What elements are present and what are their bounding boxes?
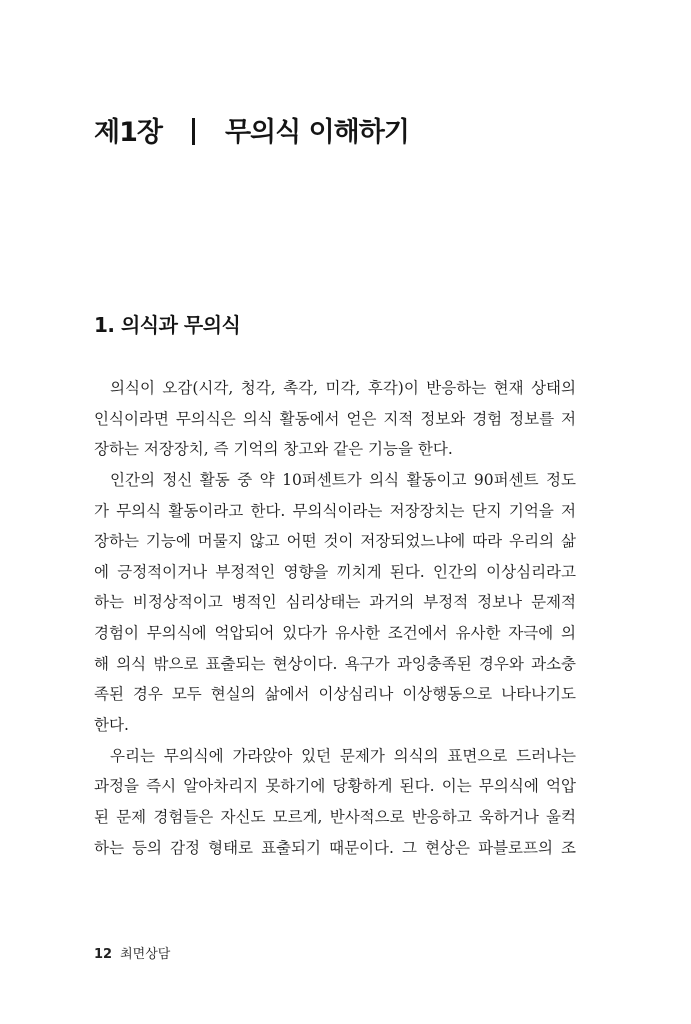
chapter-number: 제1장	[94, 117, 162, 148]
body-line: 하는 등의 감정 형태로 표출되기 때문이다. 그 현상은 파블로프의 조	[94, 838, 576, 857]
body-line: 인식이라면 무의식은 의식 활동에서 얻은 지적 정보와 경험 정보를 저	[94, 409, 576, 428]
body-line: 하는 비정상적이고 병적인 심리상태는 과거의 부정적 정보나 문제적	[94, 593, 576, 612]
chapter-title-text: 무의식 이해하기	[224, 117, 409, 148]
body-line: 인간의 정신 활동 중 약 10퍼센트가 의식 활동이고 90퍼센트 정도	[110, 470, 576, 489]
chapter-separator	[192, 118, 195, 145]
body-line: 장하는 저장장치, 즉 기억의 창고와 같은 기능을 한다.	[94, 440, 453, 459]
body-line: 장하는 기능에 머물지 않고 어떤 것이 저장되었느냐에 따라 우리의 삶	[94, 532, 576, 551]
body-line: 우리는 무의식에 가라앉아 있던 문제가 의식의 표면으로 드러나는	[110, 746, 576, 765]
body-line: 한다.	[94, 716, 129, 735]
running-title: 최면상담	[120, 947, 171, 962]
body-line: 가 무의식 활동이라고 한다. 무의식이라는 저장장치는 단지 기억을 저	[94, 501, 576, 520]
body-line: 족된 경우 모두 현실의 삶에서 이상심리나 이상행동으로 나타나기도	[94, 685, 576, 704]
body-line: 경험이 무의식에 억압되어 있다가 유사한 조건에서 유사한 자극에 의	[94, 624, 576, 643]
body-line: 과정을 즉시 알아차리지 못하기에 당황하게 된다. 이는 무의식에 억압	[94, 777, 576, 796]
body-line: 의식이 오감(시각, 청각, 촉각, 미각, 후각)이 반응하는 현재 상태의	[110, 379, 576, 397]
body-text	[94, 373, 576, 863]
chapter-heading	[94, 113, 409, 153]
section-heading: 1. 의식과 무의식	[94, 313, 241, 337]
body-line: 에 긍정적이거나 부정적인 영향을 끼치게 된다. 인간의 이상심리라고	[94, 562, 576, 581]
body-line: 해 의식 밖으로 표출되는 현상이다. 욕구가 과잉충족된 경우와 과소충	[94, 654, 576, 673]
page-number: 12	[94, 947, 113, 962]
body-line: 된 문제 경험들은 자신도 모르게, 반사적으로 반응하고 욱하거나 울컥	[94, 807, 576, 826]
page-footer	[94, 945, 170, 965]
